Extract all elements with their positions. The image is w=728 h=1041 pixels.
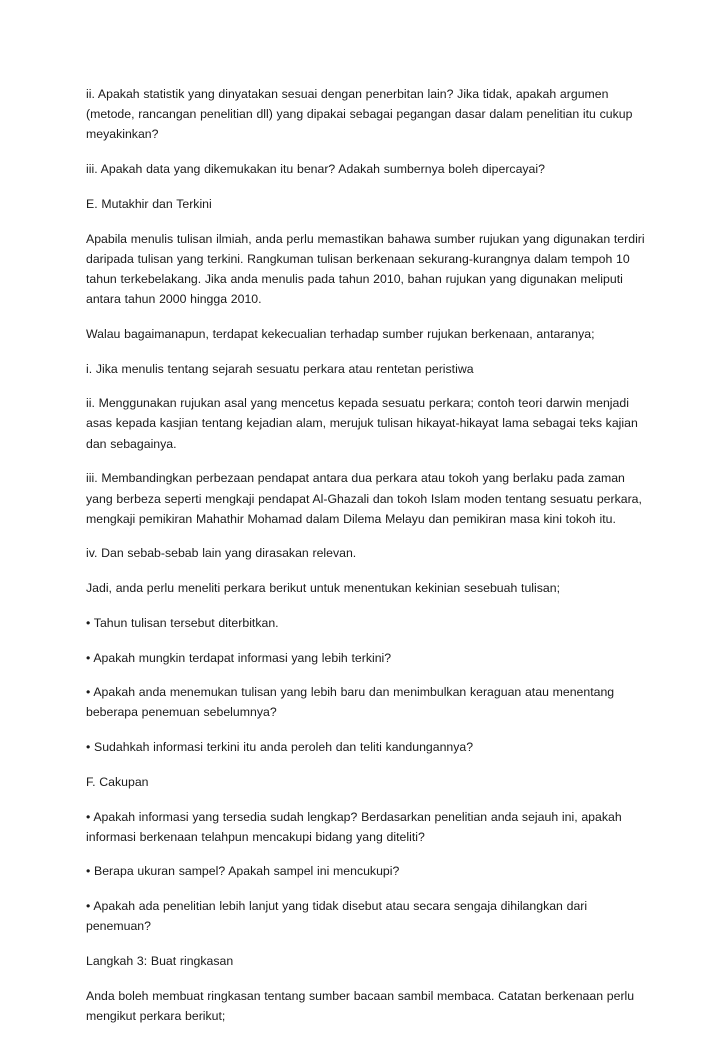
paragraph-summary-notes: Anda boleh membuat ringkasan tentang sumber bacaan sambil membaca. Catatan berkenaan perlu mengikut perkara berikut; xyxy=(86,988,635,1023)
bullet-item-sample-size: • Berapa ukuran sampel? Apakah sampel ini mencukupi? xyxy=(86,864,400,879)
heading-cakupan: F. Cakupan xyxy=(86,774,149,789)
paragraph-checklist-intro: Jadi, anda perlu meneliti perkara berikut untuk menentukan kekinian sesebuah tulisan; xyxy=(86,581,560,596)
heading-mutakhir-terkini: E. Mutakhir dan Terkini xyxy=(86,196,212,211)
bullet-item-newer-info: • Apakah mungkin terdapat informasi yang lebih terkini? xyxy=(86,650,392,665)
list-item-exception-4: iv. Dan sebab-sebab lain yang dirasakan relevan. xyxy=(86,546,357,561)
paragraph-data-question: iii. Apakah data yang dikemukakan itu benar? Adakah sumbernya boleh dipercayai? xyxy=(86,162,545,177)
bullet-item-year: • Tahun tulisan tersebut diterbitkan. xyxy=(86,615,279,630)
bullet-item-conflicting: • Apakah anda menemukan tulisan yang lebih baru dan menimbulkan keraguan atau menentang beberapa penemuan sebelumnya? xyxy=(86,685,615,720)
heading-langkah-3: Langkah 3: Buat ringkasan xyxy=(86,954,234,969)
bullet-item-further-research: • Apakah ada penelitian lebih lanjut yang tidak disebut atau secara sengaja dihilangkan dari penemuan? xyxy=(86,899,588,934)
paragraph-exceptions-intro: Walau bagaimanapun, terdapat kekecualian terhadap sumber rujukan berkenaan, antaranya; xyxy=(86,326,595,341)
paragraph-statistics-question: ii. Apakah statistik yang dinyatakan sesuai dengan penerbitan lain? Jika tidak, apakah argumen (metode, rancangan penelitian dll) yang dipakai sebagai pegangan dasar dalam penelitian itu cukup meyakinkan? xyxy=(86,87,633,142)
paragraph-current-sources: Apabila menulis tulisan ilmiah, anda perlu memastikan bahawa sumber rujukan yang digunakan terdiri daripada tulisan yang terkini. Rangkuman tulisan berkenaan sekurang-kurangnya dalam tempoh 10 tahun terkebelakang. Jika anda menulis pada tahun 2010, bahan rujukan yang digunakan meliputi antara tahun 2000 hingga 2010. xyxy=(86,231,645,307)
list-item-exception-1: i. Jika menulis tentang sejarah sesuatu perkara atau rentetan peristiwa xyxy=(86,361,474,376)
bullet-item-reviewed: • Sudahkah informasi terkini itu anda peroleh dan teliti kandungannya? xyxy=(86,740,474,755)
bullet-item-complete: • Apakah informasi yang tersedia sudah lengkap? Berdasarkan penelitian anda sejauh ini, apakah informasi berkenaan telahpun mencakupi bidang yang diteliti? xyxy=(86,809,622,844)
document-page xyxy=(86,84,648,1041)
list-item-exception-2: ii. Menggunakan rujukan asal yang mencetus kepada sesuatu perkara; contoh teori darwin menjadi asas kepada kasjian tentang kejadian alam, merujuk tulisan hikayat-hikayat lama sebagai teks kajian dan sebagainya. xyxy=(86,396,638,451)
list-item-exception-3: iii. Membandingkan perbezaan pendapat antara dua perkara atau tokoh yang berlaku pada zaman yang berbeza seperti mengkaji pendapat Al-Ghazali dan tokoh Islam moden tentang sesuatu perkara, mengkaji pemikiran Mahathir Mohamad dalam Dilema Melayu dan pemikiran masa kini tokoh itu. xyxy=(86,471,642,526)
